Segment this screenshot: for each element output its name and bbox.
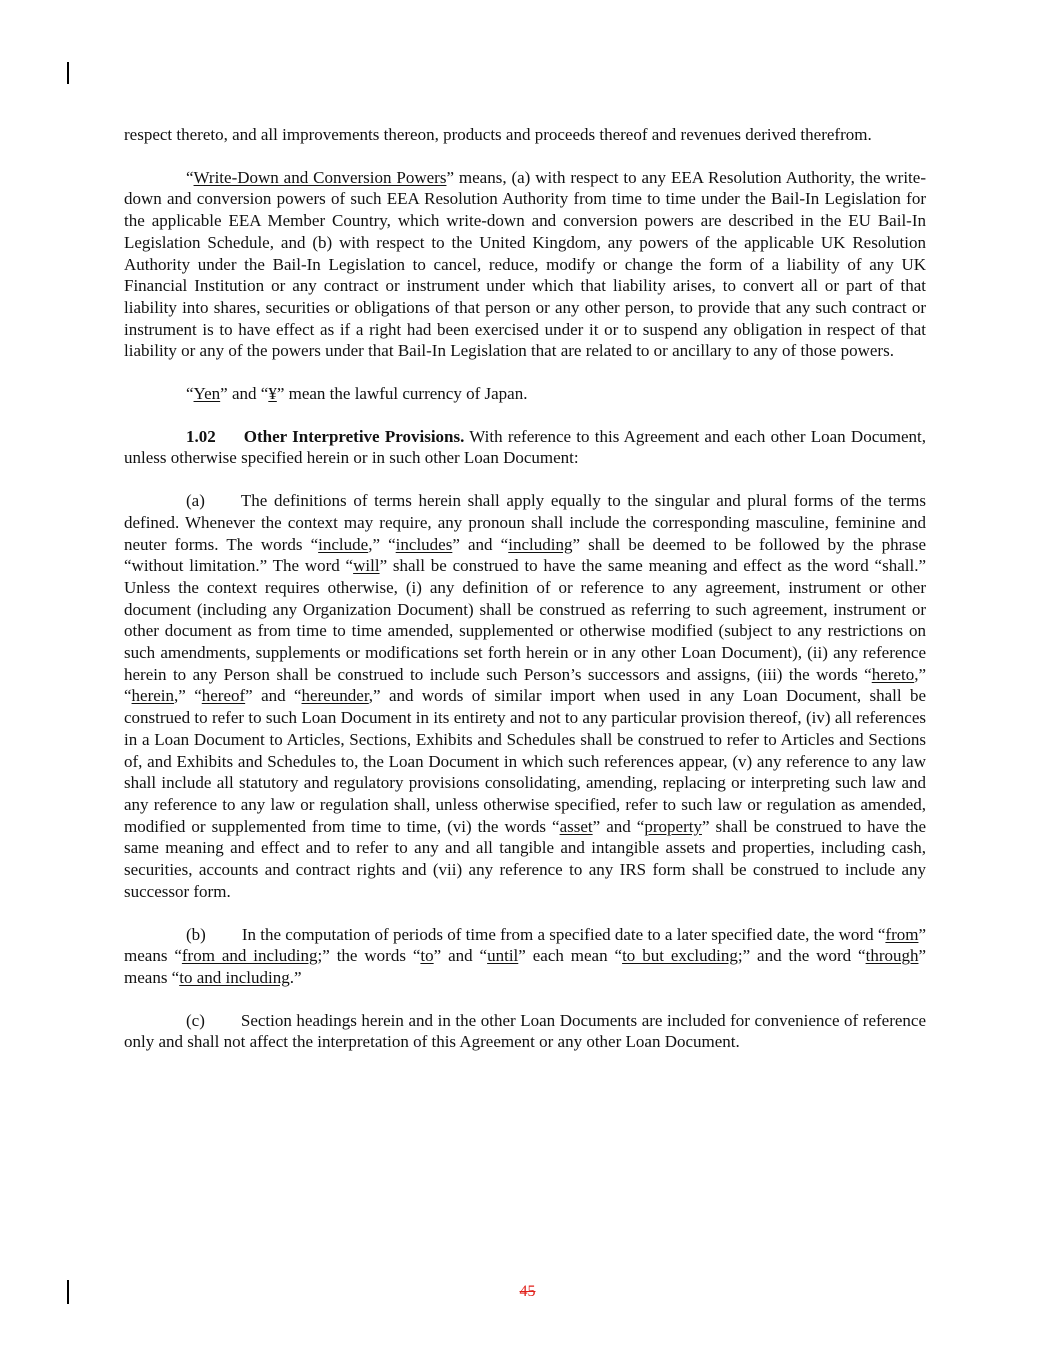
defined-term: ¥	[268, 384, 277, 404]
section-heading: Other Interpretive Provisions.	[243, 426, 465, 446]
clause-c: (c) Section headings herein and in the other Loan Documents are included for convenience of reference only and shall not affect the interpretation of this Agreement or any other Loan Document.	[124, 1010, 926, 1052]
document-body	[124, 124, 926, 1074]
revision-bar-top	[67, 62, 69, 84]
defined-term: Yen	[193, 384, 221, 404]
clause-a: (a) The definitions of terms herein shall apply equally to the singular and plural forms of the terms defined. Whenever the context may require, any pronoun shall include the corresponding masculine, feminine and neuter forms. The words “include,” “includes” and “including” shall be deemed to be followed by the phrase “without limitation.” The word “will” shall be construed to have the same meaning and effect as the word “shall.” Unless the context requires otherwise, (i) any definition of or reference to any agreement, instrument or other document (including any Organization Document) shall be construed as referring to such agreement, instrument or other document as from time to time amended, supplemented or otherwise modified (subject to any restrictions on such amendments, supplements or modifications set forth herein or in any other Loan Document), (ii) any reference herein to any Person shall be construed to include such Person’s successors and assigns, (iii) the words “hereto,” “herein,” “hereof” and “hereunder,” and words of similar import when used in any Loan Document, shall be construed to refer to such Loan Document in its entirety and not to any particular provision thereof, (iv) all references in a Loan Document to Articles, Sections, Exhibits and Schedules shall be construed to refer to Articles and Sections of, and Exhibits and Schedules to, the Loan Document in which such references appear, (v) any reference to any law shall include all statutory and regulatory provisions consolidating, amending, replacing or interpreting such law and any reference to any law or regulation shall, unless otherwise specified, refer to such law or regulation as amended, modified or supplemented from time to time, (vi) the words “asset” and “property” shall be construed to have the same meaning and effect and to refer to any and all tangible and intangible assets and properties, including cash, securities, accounts and contract rights and (vii) any reference to any IRS form shall be construed to include any successor form.	[124, 491, 927, 901]
section-number: 1.02	[186, 426, 216, 446]
definition-yen: “Yen” and “¥” mean the lawful currency of Japan.	[186, 384, 528, 404]
clause-label: (b)	[186, 924, 206, 944]
definition-write-down: “Write-Down and Conversion Powers” means, (a) with respect to any EEA Resolution Authority, the write-down and conversion powers of such EEA Resolution Authority from time to time under the Bail-In Legislation for the applicable EEA Member Country, which write-down and conversion powers are described in the EU Bail-In Legislation Schedule, and (b) with respect to the United Kingdom, any powers of the applicable UK Resolution Authority under the Bail-In Legislation to cancel, reduce, modify or change the form of a liability of any UK Financial Institution or any contract or instrument under which that liability arises, to convert all or part of that liability into shares, securities or obligations of that person or any other person, to provide that any such contract or instrument is to have effect as if a right had been exercised under it or to suspend any obligation in respect of that liability or any of the powers under that Bail-In Legislation that are related to or ancillary to any of those powers.	[124, 167, 926, 361]
clause-b: (b) In the computation of periods of time from a specified date to a later specified date, the word “from” means “from and including;” the words “to” and “until” each mean “to but excluding;” and the word “through” means “to and including.”	[124, 924, 927, 987]
defined-term: Write-Down and Conversion Powers	[193, 167, 447, 187]
clause-label: (a)	[186, 491, 205, 511]
clause-label: (c)	[186, 1010, 205, 1030]
paragraph-continuation: respect thereto, and all improvements thereon, products and proceeds thereof and revenues derived therefrom.	[124, 125, 872, 144]
page-number: 45	[519, 1283, 536, 1300]
section-1-02: 1.02 Other Interpretive Provisions. With reference to this Agreement and each other Loan Document, unless otherwise specified herein or in such other Loan Document:	[124, 426, 926, 468]
